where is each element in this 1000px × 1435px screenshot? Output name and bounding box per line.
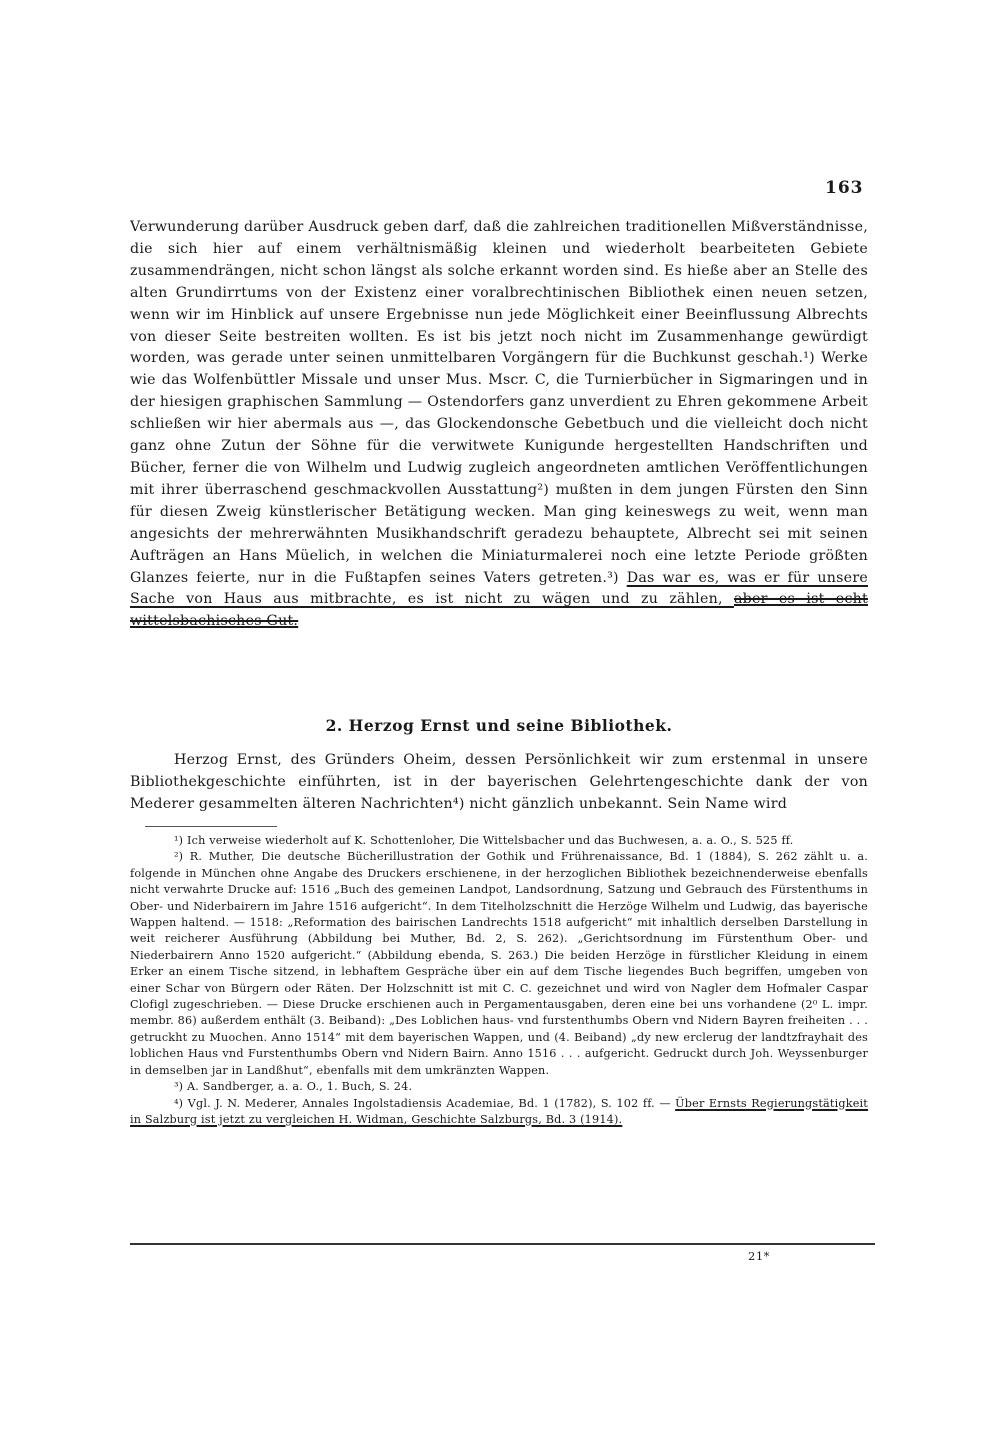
section-heading: 2. Herzog Ernst und seine Bibliothek.: [325, 716, 673, 735]
footnote-4-text: ⁴) Vgl. J. N. Mederer, Annales Ingolstadiensis Academiae, Bd. 1 (1782), S. 102 ff. —: [174, 1096, 676, 1110]
section-paragraph-text: Herzog Ernst, des Gründers Oheim, dessen Persönlichkeit wir zum erstenmal in unsere Bibliothekgeschichte einführten, ist in der bayerischen Gelehrtengeschichte dank der von Mederer gesammelten älteren Nachrichten⁴) nicht gänzlich unbekannt. Sein Name wird: [130, 752, 868, 812]
page-number: 163: [825, 178, 864, 198]
bottom-rule: [130, 1243, 875, 1245]
section-paragraph: [130, 750, 868, 816]
struck-passage: aber es ist echt wittelsbachisches Gut.: [130, 591, 868, 630]
footnote-4-underlined: Über Ernsts Regierungstätigkeit in Salzburg ist jetzt zu vergleichen H. Widman, Geschichte Salzburgs, Bd. 3 (1914).: [130, 1096, 868, 1126]
footnote-3: ³) A. Sandberger, a. a. O., 1. Buch, S. 24.: [174, 1080, 413, 1094]
footnotes: [130, 833, 868, 1128]
main-paragraph: [130, 217, 868, 633]
printer-signature: 21*: [748, 1249, 770, 1263]
footnote-1: ¹) Ich verweise wiederholt auf K. Schottenloher, Die Wittelsbacher und das Buchwesen, a. a. O., S. 525 ff.: [174, 834, 794, 847]
main-paragraph-text: Verwunderung darüber Ausdruck geben darf, daß die zahlreichen traditionellen Mißverständnisse, die sich hier auf einem verhältnismäßig kleinen und wiederholt bearbeiteten Gebiete zusammendrängen, nicht schon längst als solche erkannt worden sind. Es hieße aber an Stelle des alten Grundirrtums von der Existenz einer voralbrechtinischen Bibliothek einen neuen setzen, wenn wir im Hinblick auf unsere Ergebnisse nun jede Möglichkeit einer Beeinflussung Albrechts von dieser Seite bestreiten wollten. Es ist bis jetzt noch nicht im Zusammenhange gewürdigt worden, was gerade unter seinen unmittelbaren Vorgängern für die Buchkunst geschah.¹) Werke wie das Wolfenbüttler Missale und unser Mus. Mscr. C, die Turnierbücher in Sigmaringen und in der hiesigen graphischen Sammlung — Ostendorfers ganz unverdient zu Ehren gekommene Arbeit schließen wir hier abermals aus —, das Glockendonsche Gebetbuch und die vielleicht doch nicht ganz ohne Zutun der Söhne für die verwitwete Kunigunde hergestellten Handschriften und Bücher, ferner die von Wilhelm und Ludwig zugleich angeordneten amtlichen Veröffentlichungen mit ihrer überraschend geschmackvollen Ausstattung²) mußten in dem jungen Fürsten den Sinn für diesen Zweig künstlerischer Betätigung wecken. Man ging keineswegs zu weit, wenn man angesichts der mehrerwähnten Musikhandschrift geradezu behauptete, Albrecht sei mit seinen Aufträgen an Hans Müelich, in welchen die Miniaturmalerei noch eine letzte Periode größten Glanzes feierte, nur in die Fußtapfen seines Vaters getreten.³): [130, 219, 868, 586]
footnote-4: [130, 1096, 868, 1129]
footnote-divider: [145, 826, 277, 827]
footnote-2: ²) R. Muther, Die deutsche Bücherillustration der Gothik und Frührenaissance, Bd. 1 (1884), S. 262 zählt u. a. folgende in München ohne Angabe des Druckers erschienene, in der herzoglichen Bibliothek bezeichnenderweise ebenfalls nicht verwahrte Drucke auf: 1516 „Buch des gemeinen Landpot, Landsordnung, Satzung und Gebrauch des Fürstenthums in Ober- und Niderbairern im Jahre 1516 aufgericht“. In dem Titelholzschnitt die Herzöge Wilhelm und Ludwig, das bayerische Wappen haltend. — 1518: „Reformation des bairischen Landrechts 1518 aufgericht“ mit inhaltlich derselben Darstellung in weit reicherer Ausführung (Abbildung bei Muther, Bd. 2, S. 262). „Gerichtsordnung im Fürstenthum Ober- und Niederbairern Anno 1520 aufgericht.“ (Abbildung ebenda, S. 263.) Die beiden Herzöge in fürstlicher Kleidung in einem Erker an einem Tische sitzend, in lebhaftem Gespräche über ein auf dem Tische liegendes Buch begriffen, umgeben von einer Schar von Bürgern oder Räten. Der Holzschnitt ist mit C. C. gezeichnet und wird von Nagler dem Hofmaler Caspar Clofigl zugeschrieben. — Diese Drucke erschienen auch in Pergamentausgaben, deren eine bei uns vorhandene (2⁰ L. impr. membr. 86) außerdem enthält (3. Beiband): „Des Loblichen haus- vnd furstenthumbs Obern vnd Nidern Bayren freiheiten . . . getruckht zu Muochen. Anno 1514“ mit dem bayerischen Wappen, und (4. Beiband) „dy new erclerug der landtzfrayhait des loblichen Haus vnd Furstenthumbs Obern vnd Nidern Bairn. Anno 1516 . . . aufgericht. Gedruckt durch Joh. Weyssenburger in demselben jar in Landßhut“, ebenfalls mit dem umkränzten Wappen.: [130, 850, 868, 1077]
underlined-passage: Das war es, was er für unsere Sache von Haus aus mitbrachte, es ist nicht zu wägen und zu zählen,: [130, 569, 868, 608]
